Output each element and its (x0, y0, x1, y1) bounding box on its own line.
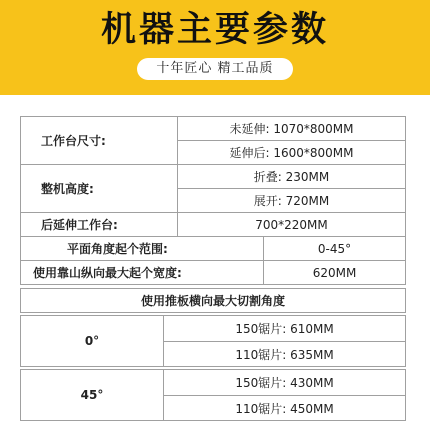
angle-0-blade-150: 150锯片: 610MM (163, 315, 406, 342)
angle-45-blade-150: 150锯片: 430MM (163, 369, 406, 396)
page-title: 机器主要参数 (100, 10, 329, 50)
table-size-extended: 延伸后: 1600*800MM (177, 140, 406, 165)
angle-0-label: 0° (20, 315, 164, 367)
table-size-label: 工作台尺寸: (20, 116, 178, 165)
table-size-unextended: 未延伸: 1070*800MM (177, 116, 406, 141)
bevel-range-label: 平面角度起个范围: (20, 236, 264, 261)
fence-width-value: 620MM (263, 260, 406, 285)
header-banner (0, 0, 430, 95)
fence-width-label: 使用靠山纵向最大起个宽度: (20, 260, 264, 285)
angle-0-blade-110: 110锯片: 635MM (163, 341, 406, 367)
angle-45-blade-110: 110锯片: 450MM (163, 395, 406, 421)
machine-height-folded: 折叠: 230MM (177, 164, 406, 189)
sled-section-header: 使用推板横向最大切割角度 (20, 288, 406, 313)
bevel-range-value: 0-45° (263, 236, 406, 261)
slogan-badge: 十年匠心 精工品质 (137, 58, 293, 80)
machine-height-unfolded: 展开: 720MM (177, 188, 406, 213)
rear-table-label: 后延伸工作台: (20, 212, 178, 237)
angle-45-label: 45° (20, 369, 164, 421)
machine-height-label: 整机高度: (20, 164, 178, 213)
rear-table-value: 700*220MM (177, 212, 406, 237)
